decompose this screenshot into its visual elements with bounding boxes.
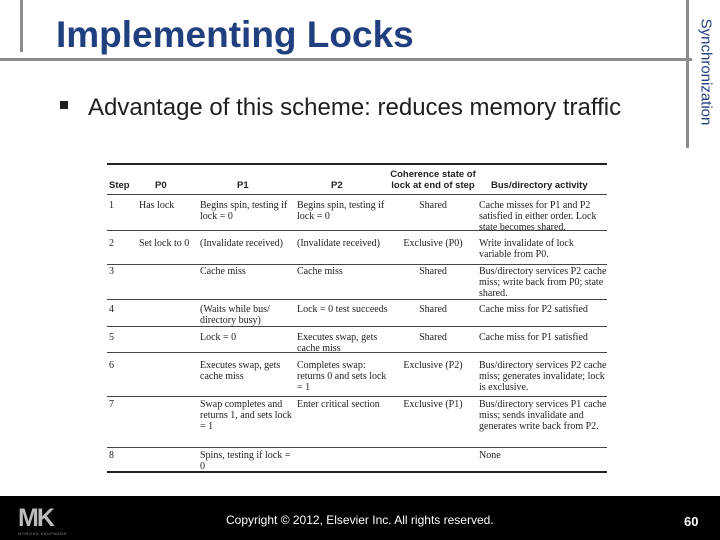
header-step: Step (109, 180, 130, 191)
cell-p2: Completes swap: returns 0 and sets lock = 1 (297, 360, 387, 393)
row-divider (107, 264, 607, 265)
section-side-label (692, 4, 720, 140)
cell-coherence: Exclusive (P2) (403, 360, 463, 371)
cell-p1: Lock = 0 (200, 332, 237, 343)
row-divider (107, 326, 607, 327)
logo-subtext: MORGAN KAUFMANN (18, 531, 68, 536)
row-divider (107, 447, 607, 448)
section-label-text: Synchronization (697, 18, 715, 126)
cell-p0: Has lock (139, 200, 175, 211)
slide-title: Implementing Locks (56, 14, 414, 55)
cell-coherence: Shared (419, 332, 447, 343)
cell-p2: Executes swap, gets cache miss (297, 332, 378, 354)
cell-p2: Lock = 0 test succeeds (297, 304, 388, 315)
cell-step: 7 (109, 399, 114, 410)
table-top-rule (107, 163, 607, 165)
cell-step: 1 (109, 200, 114, 211)
lock-coherence-table (107, 163, 607, 473)
cell-p1: Executes swap, gets cache miss (200, 360, 281, 382)
cell-step: 2 (109, 238, 114, 249)
page-number: 60 (684, 514, 699, 529)
cell-coherence: Shared (419, 200, 447, 211)
cell-p1: (Waits while bus/ directory busy) (200, 304, 270, 326)
header-p2: P2 (331, 180, 343, 191)
cell-p1: Swap completes and returns 1, and sets lock = 1 (200, 399, 292, 432)
cell-step: 4 (109, 304, 114, 315)
bullet-marker (60, 101, 68, 109)
title-left-rule (20, 0, 23, 52)
cell-step: 8 (109, 450, 114, 461)
cell-coherence: Shared (419, 304, 447, 315)
cell-coherence: Shared (419, 266, 447, 277)
header-p0: P0 (155, 180, 167, 191)
logo-letters: MK (18, 504, 53, 532)
cell-step: 5 (109, 332, 114, 343)
cell-p2: Begins spin, testing if lock = 0 (297, 200, 385, 222)
cell-bus-activity: Bus/directory services P2 cache miss; write back from P0; state shared. (479, 266, 607, 299)
cell-p0: Set lock to 0 (139, 238, 190, 249)
row-divider (107, 299, 607, 300)
header-p1: P1 (237, 180, 249, 191)
cell-step: 3 (109, 266, 114, 277)
cell-bus-activity: None (479, 450, 501, 461)
publisher-logo (18, 506, 70, 536)
cell-step: 6 (109, 360, 114, 371)
cell-bus-activity: Bus/directory services P1 cache miss; sends invalidate and generates write back from P2. (479, 399, 607, 432)
title-underline (0, 58, 692, 61)
bullet-text: Advantage of this scheme: reduces memory traffic (88, 94, 622, 121)
copyright-notice: Copyright © 2012, Elsevier Inc. All rights reserved. (226, 513, 494, 527)
cell-p2: (Invalidate received) (297, 238, 381, 249)
cell-p1: (Invalidate received) (200, 238, 284, 249)
cell-p2: Cache miss (297, 266, 343, 277)
side-rule (686, 0, 689, 148)
cell-p2: Enter critical section (297, 399, 380, 410)
cell-p1: Begins spin, testing if lock = 0 (200, 200, 288, 222)
header-coherence: Coherence state of lock at end of step (390, 169, 476, 191)
cell-bus-activity: Cache miss for P2 satisfied (479, 304, 588, 315)
header-rule (107, 194, 607, 195)
cell-bus-activity: Cache miss for P1 satisfied (479, 332, 588, 343)
cell-bus-activity: Write invalidate of lock variable from P0. (479, 238, 574, 260)
cell-p1: Spins, testing if lock = 0 (200, 450, 291, 472)
row-divider (107, 396, 607, 397)
header-bus-activity: Bus/directory activity (491, 180, 588, 191)
cell-p1: Cache miss (200, 266, 246, 277)
cell-bus-activity: Bus/directory services P2 cache miss; generates invalidate; lock is exclusive. (479, 360, 607, 393)
table-bottom-rule (107, 471, 607, 473)
cell-coherence: Exclusive (P0) (403, 238, 463, 249)
cell-coherence: Exclusive (P1) (403, 399, 463, 410)
cell-bus-activity: Cache misses for P1 and P2 satisfied in either order. Lock state becomes shared. (479, 200, 597, 233)
